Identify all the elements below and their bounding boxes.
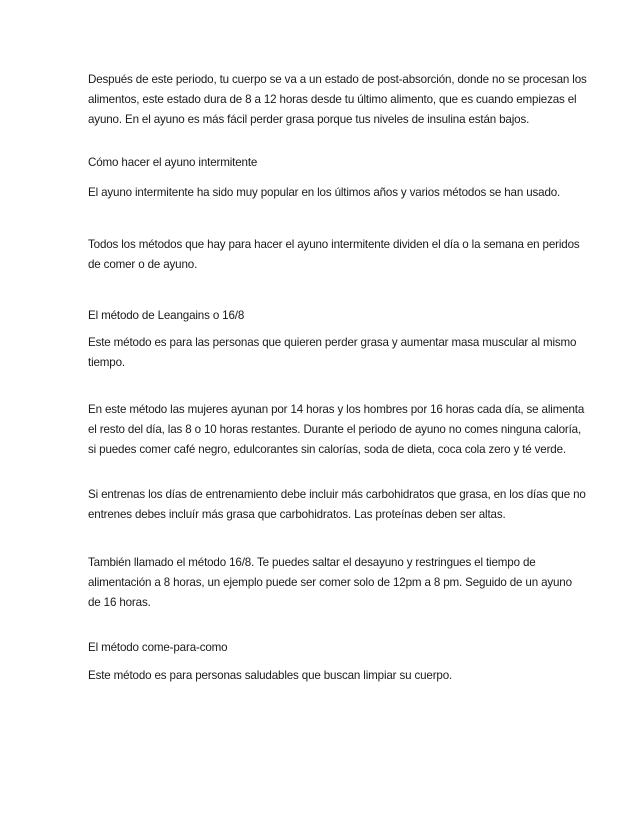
section-heading-como-hacer bbox=[88, 153, 558, 173]
text-line: Este método es para las personas que quieren perder grasa y aumentar masa muscular al mismo bbox=[88, 336, 577, 349]
paragraph-leangains-para bbox=[88, 333, 577, 373]
text-line: Después de este periodo, tu cuerpo se va a un estado de post-absorción, donde no se procesan los bbox=[88, 73, 587, 86]
section-heading-come-para-como bbox=[88, 638, 558, 658]
paragraph-tambien-llamado bbox=[88, 553, 572, 613]
text-line: En este método las mujeres ayunan por 14 horas y los hombres por 16 horas cada día, se alimenta bbox=[88, 403, 585, 416]
text-line: tiempo. bbox=[88, 356, 125, 369]
text-line: alimentos, este estado dura de 8 a 12 horas desde tu último alimento, que es cuando empiezas el bbox=[88, 93, 577, 106]
text-line: ayuno. En el ayuno es más fácil perder grasa porque tus niveles de insulina están bajos. bbox=[88, 113, 530, 126]
text-line: el resto del día, las 8 o 10 horas restantes. Durante el periodo de ayuno no comes ninguna caloría, bbox=[88, 423, 582, 436]
paragraph-come-para-como-para bbox=[88, 666, 558, 686]
text-line: También llamado el método 16/8. Te puedes saltar el desayuno y restringues el tiempo de bbox=[88, 556, 536, 569]
text-line: entrenes debes incluír más grasa que carbohidratos. Las proteínas deben ser altas. bbox=[88, 508, 506, 521]
text-line: El método de Leangains o 16/8 bbox=[88, 309, 245, 322]
paragraph-post-absorcion bbox=[88, 70, 587, 130]
text-line: si puedes comer café negro, edulcorantes sin calorías, soda de dieta, coca cola zero y té verde. bbox=[88, 443, 566, 456]
paragraph-leangains-horas bbox=[88, 400, 585, 460]
text-line: Cómo hacer el ayuno intermitente bbox=[88, 156, 258, 169]
paragraph-metodos-dividen bbox=[88, 235, 580, 275]
paragraph-popular bbox=[88, 183, 561, 203]
text-line: Todos los métodos que hay para hacer el ayuno intermitente dividen el día o la semana en peridos bbox=[88, 238, 580, 251]
section-heading-leangains bbox=[88, 306, 558, 326]
text-line: Si entrenas los días de entrenamiento debe incluir más carbohidratos que grasa, en los días que no bbox=[88, 488, 586, 501]
text-line: de 16 horas. bbox=[88, 596, 151, 609]
text-line: de comer o de ayuno. bbox=[88, 258, 198, 271]
text-line: El ayuno intermitente ha sido muy popular en los últimos años y varios métodos se han usado. bbox=[88, 186, 561, 199]
paragraph-entrenas bbox=[88, 485, 586, 525]
text-line: alimentación a 8 horas, un ejemplo puede ser comer solo de 12pm a 8 pm. Seguido de un ayuno bbox=[88, 576, 572, 589]
text-line: Este método es para personas saludables que buscan limpiar su cuerpo. bbox=[88, 669, 453, 682]
text-line: El método come-para-como bbox=[88, 641, 228, 654]
